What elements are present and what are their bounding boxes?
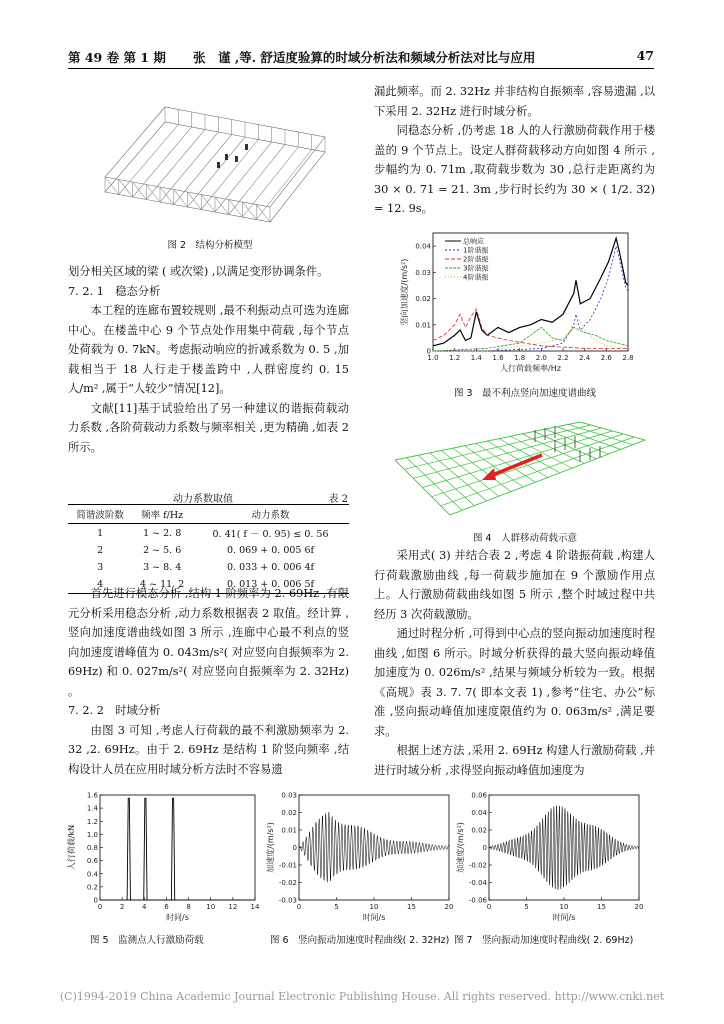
table2-header: 频率 f/Hz (132, 505, 192, 524)
x-tick-label: 1.6 (492, 354, 504, 362)
truss-member (119, 125, 179, 195)
x-tick-label: 5 (334, 903, 339, 911)
y-tick-label: 0.01 (415, 321, 431, 330)
fig2-structure-model-image (95, 82, 330, 227)
table-cell: 1 ~ 2. 8 (143, 527, 182, 539)
x-tick-label: 2.8 (622, 354, 634, 362)
truss-member (270, 152, 325, 222)
table-cell: 4 ~ 11. 2 (132, 576, 192, 594)
truss-member (133, 127, 192, 197)
table2-header-row (68, 505, 349, 524)
x-tick-label: 2.2 (557, 354, 569, 362)
y-tick-label: 0.8 (86, 844, 98, 852)
table-cell: 0. 033 + 0. 006 4f (227, 562, 315, 573)
table-row (68, 524, 349, 543)
x-tick-label: 6 (164, 903, 169, 911)
y-tick-label: -0.02 (278, 879, 297, 887)
table2-header: 动力系数 (192, 505, 349, 524)
x-tick-label: 15 (407, 903, 416, 911)
truss-member (146, 130, 205, 200)
table-cell: 0. 069 + 0. 005 6f (227, 545, 315, 556)
y-tick-label: 1.0 (86, 830, 98, 839)
legend-entry: 总响应 (463, 237, 484, 246)
left-para-3: 文献[11]基于试验给出了另一种建议的谐振荷载动力系数 ,各阶荷载动力系数与频率相关 ,更为精确 ,如表 2 所示。 (68, 401, 349, 454)
grid-line (441, 437, 634, 506)
x-tick-label: 1.2 (449, 354, 461, 362)
y-tick-label: 0 (426, 347, 431, 356)
left-para-1: 划分相关区域的梁 ( 或次梁) ,以满足变形协调条件。 (68, 265, 329, 278)
x-tick-label: 15 (597, 903, 606, 911)
fig4-caption: 图 4 人群移动荷载示意 (472, 533, 578, 544)
y-tick-label: 0.04 (415, 242, 431, 251)
fig6-chart (265, 790, 460, 925)
x-tick-label: 1.4 (470, 354, 482, 362)
journal-volume: 第 49 卷 第 1 期 (68, 50, 166, 65)
truss-member (133, 182, 147, 200)
header-rule (68, 68, 654, 69)
y-tick-label: -0.06 (468, 896, 487, 905)
truss-member (105, 177, 119, 195)
truss-member (146, 185, 160, 203)
x-tick-label: 20 (444, 903, 454, 911)
x-tick-label: 10 (559, 903, 569, 911)
truss-member (188, 192, 202, 210)
right-para-5: 根据上述方法 ,采用 2. 69Hz 构建人行激励荷载 ,并进行时域分析 ,求得竖向振动峰值加速度为 (374, 744, 655, 777)
arrow-head-icon (482, 468, 496, 480)
truss-member (174, 135, 232, 205)
truss-member (105, 122, 165, 192)
y-tick-label: -0.01 (278, 861, 297, 870)
y-tick-label: -0.03 (278, 896, 297, 905)
fig3-caption: 图 3 最不利点竖向加速度谱曲线 (453, 388, 597, 399)
table-cell: 3 ~ 8. 4 (143, 562, 182, 573)
right-para-3: 采用式( 3) 并结合表 2 ,考虑 4 阶谐振荷载 ,构建人行荷载激励曲线 ,每一荷载步施加在 9 个激励作用点上。人行激励荷载曲线如图 5 所示 ,整个时域过程中共经历 3 次荷载激励。 (374, 549, 655, 621)
y-tick-label: 0.06 (471, 791, 487, 800)
truss-member (229, 200, 243, 218)
right-para-4: 通过时程分析 ,可得到中心点的竖向振动加速度时程曲线 ,如图 6 所示。时域分析获得的最大竖向振动峰值加速度为 0. 026m/s² ,结果与频域分析较为一致。根据《高规》表 3. 7. 7( 即本文表 1) ,参考“住宅、办公”标准 ,竖向振动峰值加速度限值约为 0. 063m/s² ,满足要求。 (374, 627, 655, 738)
y-tick-label: 0.02 (415, 295, 431, 304)
truss-member (256, 205, 270, 223)
legend-entry: 4阶谐振 (463, 273, 489, 282)
fig4-crowd-load-image (390, 410, 650, 525)
table-row (68, 542, 349, 559)
y-tick-label: 0.03 (415, 268, 431, 277)
table-cell: 4 (68, 576, 132, 594)
y-tick-label: 0 (292, 844, 297, 852)
x-tick-label: 2 (119, 903, 125, 911)
right-column-lower (374, 546, 655, 780)
x-axis-label: 人行荷载频率/Hz (500, 364, 561, 373)
truss-member (256, 150, 311, 220)
legend-entry: 3阶谐振 (463, 264, 489, 273)
section-7-2-1-heading: 7. 2. 1 稳态分析 (68, 284, 161, 298)
y-tick-label: 0.6 (86, 857, 98, 866)
truss-member (174, 190, 188, 208)
x-tick-label: 14 (250, 903, 260, 911)
table-cell: 2 ~ 5. 6 (143, 545, 182, 556)
truss-member (201, 140, 258, 210)
table2-title: 动力系数取值 (173, 494, 233, 505)
x-axis-label: 时间/s (552, 913, 576, 922)
legend-entry: 1阶谐振 (463, 246, 489, 255)
left-para-2: 本工程的连廊布置较规则 ,最不利振动点可选为连廊中心。在楼盖中心 9 个节点处作用集中荷载 ,每个节点处荷载为 0. 7kN。考虑振动响应的折减系数为 0. 5 ,加载相当于 18 人行走于楼盖跨中 ,人群密度约 0. 15 人/m² ,属于“人较少”情况[12]。 (68, 304, 349, 395)
left-column (68, 262, 349, 457)
y-tick-label: 0.02 (281, 809, 297, 817)
y-tick-label: 0.2 (86, 883, 98, 892)
x-tick-label: 0 (296, 903, 302, 911)
x-tick-label: 12 (228, 903, 238, 911)
fig5-chart (66, 790, 266, 925)
fig3-chart (395, 225, 640, 380)
truss-member (243, 202, 257, 220)
x-tick-label: 4 (142, 903, 147, 911)
x-tick-label: 8 (186, 903, 191, 911)
truss-member (229, 145, 285, 215)
running-header (68, 48, 654, 68)
truss-member (160, 132, 218, 202)
copyright-footer: (C)1994-2019 China Academic Journal Electronic Publishing House. All rights reserved. http://www.cnki.net (59, 990, 665, 1003)
right-para-1: 漏此频率。而 2. 32Hz 并非结构自振频率 ,容易遗漏 ,以下采用 2. 32Hz 进行时域分析。 (374, 85, 655, 118)
table-row (68, 559, 349, 576)
y-tick-label: 1.2 (86, 817, 98, 826)
truss-member (188, 137, 246, 207)
article-title: 张 谨 ,等. 舒适度验算的时域分析法和频域分析法对比与应用 (193, 50, 536, 65)
truss-member (119, 180, 133, 198)
x-tick-label: 2.0 (535, 354, 547, 362)
fig7-chart (455, 790, 655, 925)
load-pulse (144, 798, 147, 900)
left-column-lower (68, 584, 349, 779)
x-tick-label: 2.4 (579, 354, 591, 362)
y-tick-label: 1.6 (86, 791, 98, 800)
table-cell: 1 (97, 527, 104, 539)
acceleration-trace (489, 806, 639, 890)
y-tick-label: 0.4 (86, 870, 98, 879)
fig5-caption: 图 5 监测点人行激励荷载 (90, 935, 204, 946)
x-tick-label: 0 (97, 903, 103, 911)
y-tick-label: 1.4 (86, 804, 98, 813)
x-tick-label: 0 (486, 903, 492, 911)
acceleration-trace (299, 812, 449, 882)
truss-member (201, 195, 215, 213)
series-line-4 (433, 327, 628, 351)
legend-entry: 2阶谐振 (463, 255, 489, 264)
table2-header: 简谐波阶数 (68, 505, 132, 524)
x-tick-label: 10 (206, 903, 216, 911)
x-tick-label: 20 (634, 903, 644, 911)
table-cell: 0. 41( f － 0. 95) ≤ 0. 56 (212, 529, 329, 540)
section-7-2-2-heading: 7. 2. 2 时域分析 (68, 704, 161, 717)
truss-member (215, 197, 229, 215)
left-para-4: 首先进行模态分析 ,结构 1 阶频率为 2. 69Hz ,有限元分析采用稳态分析 ,动力系数根据表 2 取值。经计算 ,竖向加速度谱曲线如图 3 所示 ,连廊中心最不利点的竖向加速度谱峰值为 0. 043m/s²( 对应竖向自振频率为 2. 69Hz) 和 0. 027m/s²( 对应竖向自振频率为 2. 32Hz) 。 (68, 587, 349, 698)
table-cell: 2 (97, 545, 104, 556)
x-tick-label: 1.8 (514, 354, 526, 362)
left-para-5: 由图 3 可知 ,考虑人行荷载的最不利激励频率为 2. 32 ,2. 69Hz。由于 2. 69Hz 是结构 1 阶竖向频率 ,结构设计人员在应用时域分析方法时不容易遗 (68, 723, 349, 776)
fig6-caption: 图 6 竖向振动加速度时程曲线( 2. 32Hz) (270, 935, 450, 946)
table-cell: 3 (97, 562, 104, 573)
y-tick-label: 0 (93, 896, 98, 905)
table2 (68, 504, 349, 594)
truss-member (160, 187, 174, 205)
y-axis-label: 人行荷载/kN (67, 824, 76, 871)
x-axis-label: 时间/s (166, 913, 189, 922)
y-axis-label: 竖向加速度/(m/s²) (400, 258, 409, 326)
y-axis-label: 加速度/(m/s²) (456, 822, 465, 873)
y-axis-label: 加速度/(m/s²) (266, 822, 275, 873)
plot-frame (100, 795, 255, 900)
y-tick-label: 0.02 (471, 826, 487, 835)
y-tick-label: -0.04 (468, 879, 487, 887)
fig7-caption: 图 7 竖向振动加速度时程曲线( 2. 69Hz) (454, 935, 634, 946)
y-tick-label: -0.02 (468, 861, 487, 870)
x-tick-label: 5 (524, 903, 529, 911)
y-tick-label: 0.04 (471, 809, 487, 817)
load-pulse (127, 798, 130, 900)
table2-number: 表 2 (328, 494, 348, 505)
load-pulse (171, 798, 174, 900)
y-tick-label: 0.03 (281, 791, 297, 800)
y-tick-label: 0 (482, 844, 487, 852)
page-number: 47 (636, 48, 654, 63)
y-tick-label: 0.01 (281, 826, 297, 835)
right-column (374, 82, 655, 219)
fig2-caption: 图 2 结构分析模型 (167, 240, 253, 251)
right-para-2: 同稳态分析 ,仍考虑 18 人的人行激励荷载作用于楼盖的 9 个节点上。设定人群荷载移动方向如图 4 所示 ,步幅约为 0. 71m ,取荷载步数为 30 ,总行走距离约为 30 × 0. 71 = 21. 3m ,步行时长约为 30 × ( 1/2. 32) = 12. 9s。 (374, 124, 655, 215)
x-tick-label: 10 (369, 903, 379, 911)
truss-member (215, 142, 272, 212)
table-cell: 0. 013 + 0. 006 5f (192, 576, 349, 594)
x-axis-label: 时间/s (362, 913, 386, 922)
x-tick-label: 1.0 (427, 354, 439, 362)
x-tick-label: 2.6 (600, 354, 612, 362)
